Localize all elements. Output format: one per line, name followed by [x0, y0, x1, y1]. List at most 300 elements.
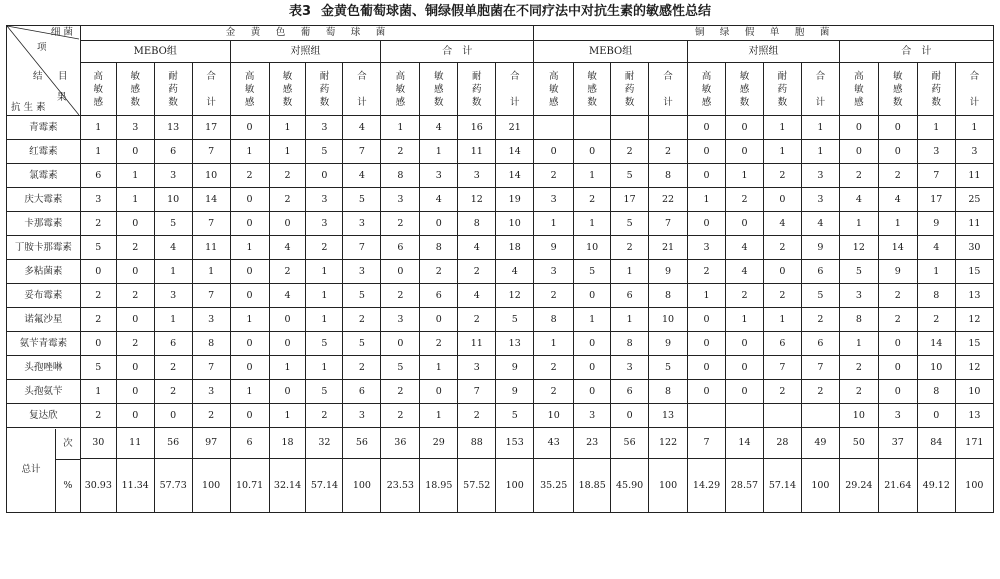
data-cell: 22 — [649, 188, 688, 212]
data-cell: 3 — [420, 164, 458, 188]
data-cell: 0 — [420, 212, 458, 236]
antibiotic-name: 红霉素 — [7, 140, 81, 164]
table-row — [7, 332, 994, 356]
total-count-cell: 56 — [343, 428, 381, 459]
data-cell: 0 — [688, 332, 726, 356]
data-cell: 0 — [688, 140, 726, 164]
group-header: MEBO组 — [534, 41, 688, 63]
data-cell: 3 — [574, 404, 611, 428]
data-cell — [534, 116, 574, 140]
data-cell: 0 — [116, 260, 154, 284]
data-cell: 6 — [154, 140, 192, 164]
data-cell — [574, 116, 611, 140]
data-cell: 13 — [649, 404, 688, 428]
data-cell: 0 — [230, 284, 269, 308]
data-cell: 13 — [154, 116, 192, 140]
data-cell: 8 — [649, 164, 688, 188]
antibiotic-name: 妥布霉素 — [7, 284, 81, 308]
data-cell: 25 — [955, 188, 993, 212]
data-cell: 0 — [306, 164, 343, 188]
data-cell: 1 — [534, 332, 574, 356]
total-percent-cell: 100 — [343, 459, 381, 513]
data-cell: 0 — [917, 404, 955, 428]
header-pseudomonas: 铜 绿 假 单 胞 菌 — [534, 26, 994, 41]
data-cell: 0 — [230, 356, 269, 380]
data-cell: 2 — [343, 356, 381, 380]
column-header — [458, 63, 496, 116]
column-header-char: 数 — [624, 96, 635, 108]
column-header-char: 感 — [395, 96, 406, 108]
column-header-char: 合 — [357, 70, 367, 82]
table-row — [7, 164, 994, 188]
data-cell: 3 — [154, 284, 192, 308]
data-cell: 2 — [154, 356, 192, 380]
column-header-char: 数 — [130, 96, 140, 108]
antibiotic-name: 青霉素 — [7, 116, 81, 140]
data-cell: 0 — [116, 356, 154, 380]
data-cell: 12 — [839, 236, 878, 260]
data-cell: 1 — [955, 116, 993, 140]
column-header-char: 感 — [434, 83, 444, 95]
data-cell: 2 — [80, 308, 116, 332]
data-cell: 2 — [878, 308, 917, 332]
data-cell: 2 — [839, 380, 878, 404]
data-cell: 1 — [688, 284, 726, 308]
data-cell: 2 — [420, 332, 458, 356]
data-cell: 6 — [420, 284, 458, 308]
column-header-char: 数 — [168, 96, 178, 108]
table-row — [7, 188, 994, 212]
data-cell: 0 — [878, 140, 917, 164]
data-cell: 5 — [649, 356, 688, 380]
data-cell: 3 — [306, 188, 343, 212]
data-cell: 1 — [574, 212, 611, 236]
data-cell: 4 — [839, 188, 878, 212]
column-header-char: 耐 — [472, 70, 482, 82]
data-cell: 1 — [306, 308, 343, 332]
data-cell: 0 — [230, 332, 269, 356]
total-count-cell: 28 — [763, 428, 801, 459]
column-header — [420, 63, 458, 116]
data-cell: 0 — [574, 380, 611, 404]
column-header-char: 药 — [931, 83, 942, 95]
data-cell: 0 — [763, 260, 801, 284]
data-cell: 4 — [726, 260, 764, 284]
data-cell: 10 — [917, 356, 955, 380]
data-cell: 0 — [116, 308, 154, 332]
column-header — [955, 63, 993, 116]
header-staphylococcus: 金 黄 色 葡 萄 球 菌 — [80, 26, 533, 41]
total-count-cell: 88 — [458, 428, 496, 459]
data-cell: 1 — [611, 308, 649, 332]
data-cell: 3 — [458, 356, 496, 380]
antibiotic-name: 丁胺卡那霉素 — [7, 236, 81, 260]
column-header-char: 高 — [548, 70, 559, 82]
antibiotic-name: 头孢氨苄 — [7, 380, 81, 404]
data-cell: 3 — [381, 188, 420, 212]
data-cell: 17 — [611, 188, 649, 212]
data-cell: 1 — [726, 308, 764, 332]
data-cell: 10 — [154, 188, 192, 212]
data-cell: 1 — [839, 332, 878, 356]
data-cell: 0 — [381, 260, 420, 284]
data-cell: 21 — [649, 236, 688, 260]
total-count-cell: 171 — [955, 428, 993, 459]
column-header — [381, 63, 420, 116]
data-cell: 15 — [955, 332, 993, 356]
data-cell: 2 — [381, 284, 420, 308]
table-row — [7, 284, 994, 308]
data-cell: 4 — [269, 284, 306, 308]
data-cell — [649, 116, 688, 140]
table-row — [7, 260, 994, 284]
data-cell: 0 — [574, 140, 611, 164]
data-cell: 5 — [343, 188, 381, 212]
data-cell: 2 — [839, 356, 878, 380]
data-cell: 0 — [878, 116, 917, 140]
total-count-cell: 97 — [192, 428, 230, 459]
data-cell: 3 — [343, 260, 381, 284]
data-cell: 10 — [955, 380, 993, 404]
column-header — [688, 63, 726, 116]
data-cell: 3 — [80, 188, 116, 212]
data-cell: 7 — [917, 164, 955, 188]
column-header-char: 敏 — [282, 70, 293, 82]
data-cell: 14 — [917, 332, 955, 356]
column-header-char: 耐 — [777, 70, 788, 82]
data-cell: 13 — [955, 404, 993, 428]
data-cell: 12 — [496, 284, 534, 308]
data-cell: 4 — [343, 164, 381, 188]
data-cell: 1 — [230, 380, 269, 404]
data-cell: 2 — [649, 140, 688, 164]
data-cell: 2 — [192, 404, 230, 428]
total-count-cell: 11 — [116, 428, 154, 459]
data-cell: 5 — [496, 308, 534, 332]
total-count-cell: 18 — [269, 428, 306, 459]
column-header-char: 感 — [854, 96, 864, 108]
data-cell: 6 — [611, 380, 649, 404]
data-cell: 2 — [306, 236, 343, 260]
data-cell: 1 — [420, 356, 458, 380]
data-cell: 7 — [192, 356, 230, 380]
data-cell: 10 — [649, 308, 688, 332]
data-cell: 3 — [839, 284, 878, 308]
data-cell: 7 — [458, 380, 496, 404]
data-cell: 11 — [955, 164, 993, 188]
total-percent-cell: 100 — [955, 459, 993, 513]
column-header-char: 数 — [434, 96, 444, 108]
data-cell: 2 — [726, 284, 764, 308]
data-cell: 14 — [496, 140, 534, 164]
data-cell: 1 — [726, 164, 764, 188]
column-header-char: 敏 — [244, 83, 255, 95]
data-cell: 5 — [306, 332, 343, 356]
data-cell: 0 — [688, 308, 726, 332]
group-header: 对照组 — [230, 41, 381, 63]
data-cell: 0 — [230, 212, 269, 236]
data-cell: 3 — [801, 164, 839, 188]
data-cell: 10 — [192, 164, 230, 188]
total-count-cell: 6 — [230, 428, 269, 459]
data-cell: 0 — [230, 404, 269, 428]
column-header-char: 感 — [282, 83, 293, 95]
data-cell: 1 — [230, 236, 269, 260]
total-count-cell: 122 — [649, 428, 688, 459]
column-header-char: 药 — [472, 83, 482, 95]
data-cell: 16 — [458, 116, 496, 140]
data-cell: 1 — [574, 308, 611, 332]
data-cell: 1 — [116, 188, 154, 212]
antibiotic-name: 氨苄青霉素 — [7, 332, 81, 356]
data-cell: 0 — [116, 404, 154, 428]
data-cell: 1 — [80, 116, 116, 140]
data-cell: 6 — [801, 260, 839, 284]
table-row — [7, 212, 994, 236]
data-cell: 11 — [192, 236, 230, 260]
antibiotic-name: 复达欣 — [7, 404, 81, 428]
data-cell: 7 — [192, 212, 230, 236]
data-cell: 0 — [611, 404, 649, 428]
total-count-cell: 49 — [801, 428, 839, 459]
column-header-char: 耐 — [168, 70, 178, 82]
data-cell: 12 — [458, 188, 496, 212]
table-row — [7, 140, 994, 164]
column-header-char: 数 — [472, 96, 482, 108]
data-cell: 3 — [878, 404, 917, 428]
data-cell: 4 — [458, 284, 496, 308]
data-cell: 9 — [878, 260, 917, 284]
group-header: 合 计 — [839, 41, 993, 63]
data-cell: 9 — [917, 212, 955, 236]
data-cell: 0 — [534, 140, 574, 164]
data-cell: 2 — [534, 284, 574, 308]
column-header — [649, 63, 688, 116]
data-cell: 6 — [80, 164, 116, 188]
data-cell: 3 — [534, 188, 574, 212]
column-header-char: 数 — [739, 96, 750, 108]
data-cell: 4 — [496, 260, 534, 284]
table-row — [7, 404, 994, 428]
column-header-char: 合 — [663, 70, 673, 82]
column-header-char: 敏 — [395, 83, 406, 95]
data-cell: 8 — [420, 236, 458, 260]
data-cell: 1 — [574, 164, 611, 188]
column-header-char: 感 — [130, 83, 140, 95]
data-cell: 8 — [458, 212, 496, 236]
column-header-char — [956, 83, 993, 96]
data-cell: 18 — [496, 236, 534, 260]
column-header-char — [193, 83, 230, 96]
column-header-char: 药 — [624, 83, 635, 95]
data-cell: 8 — [534, 308, 574, 332]
data-cell: 2 — [458, 308, 496, 332]
column-header-char: 高 — [395, 70, 406, 82]
column-header-char: 数 — [282, 96, 293, 108]
data-cell: 9 — [801, 236, 839, 260]
data-cell: 2 — [763, 164, 801, 188]
data-cell: 2 — [534, 356, 574, 380]
data-cell: 5 — [574, 260, 611, 284]
data-cell: 1 — [763, 140, 801, 164]
data-cell: 1 — [688, 188, 726, 212]
data-cell: 8 — [649, 284, 688, 308]
antibiotic-name: 诺氟沙星 — [7, 308, 81, 332]
column-header-char: 高 — [701, 70, 712, 82]
data-cell: 2 — [381, 380, 420, 404]
data-cell: 0 — [574, 284, 611, 308]
column-header-char: 敏 — [893, 70, 903, 82]
data-cell: 0 — [116, 212, 154, 236]
column-header-char: 感 — [587, 83, 597, 95]
data-cell: 9 — [649, 332, 688, 356]
data-cell: 1 — [611, 260, 649, 284]
total-percent-cell: 28.57 — [726, 459, 764, 513]
data-cell: 10 — [839, 404, 878, 428]
data-cell: 2 — [306, 404, 343, 428]
table-row — [7, 380, 994, 404]
data-cell: 1 — [763, 116, 801, 140]
total-percent-cell: 57.52 — [458, 459, 496, 513]
antibiotic-name: 卡那霉素 — [7, 212, 81, 236]
antibiotic-name: 头孢唑啉 — [7, 356, 81, 380]
data-cell: 4 — [420, 188, 458, 212]
data-cell: 8 — [192, 332, 230, 356]
column-header-char: 感 — [93, 96, 104, 108]
total-percent-cell: 11.34 — [116, 459, 154, 513]
column-header-char: 数 — [319, 96, 330, 108]
data-cell: 0 — [80, 332, 116, 356]
data-cell: 5 — [801, 284, 839, 308]
data-cell: 2 — [80, 284, 116, 308]
data-cell: 1 — [381, 116, 420, 140]
group-header: MEBO组 — [80, 41, 230, 63]
data-cell: 3 — [458, 164, 496, 188]
column-header-char — [802, 83, 839, 96]
data-cell: 4 — [878, 188, 917, 212]
column-header — [192, 63, 230, 116]
column-header-char: 药 — [777, 83, 788, 95]
totals-label — [7, 429, 56, 512]
total-percent-cell: 21.64 — [878, 459, 917, 513]
antibiotic-name: 庆大霉素 — [7, 188, 81, 212]
data-cell: 3 — [381, 308, 420, 332]
table-row — [7, 356, 994, 380]
data-cell: 1 — [420, 140, 458, 164]
data-cell: 2 — [230, 164, 269, 188]
data-cell: 1 — [763, 308, 801, 332]
data-cell: 5 — [343, 284, 381, 308]
data-cell: 3 — [688, 236, 726, 260]
data-cell: 4 — [420, 116, 458, 140]
data-cell: 1 — [269, 404, 306, 428]
data-cell: 17 — [917, 188, 955, 212]
column-header-char: 感 — [893, 83, 903, 95]
data-cell: 30 — [955, 236, 993, 260]
data-cell: 2 — [116, 332, 154, 356]
data-cell: 0 — [726, 116, 764, 140]
data-cell: 0 — [688, 380, 726, 404]
data-cell: 2 — [574, 188, 611, 212]
table-caption — [0, 2, 1000, 22]
data-cell: 3 — [192, 308, 230, 332]
data-cell: 0 — [574, 332, 611, 356]
data-cell: 10 — [534, 404, 574, 428]
data-cell: 2 — [801, 380, 839, 404]
column-header — [839, 63, 878, 116]
column-header-char: 耐 — [931, 70, 942, 82]
data-cell: 1 — [917, 116, 955, 140]
data-cell: 12 — [955, 356, 993, 380]
table-row — [7, 236, 994, 260]
data-cell: 1 — [420, 404, 458, 428]
pct-unit — [56, 460, 80, 512]
data-cell: 3 — [116, 116, 154, 140]
total-count-cell: 14 — [726, 428, 764, 459]
table-row — [7, 116, 994, 140]
data-cell: 9 — [496, 356, 534, 380]
data-cell: 2 — [80, 212, 116, 236]
data-cell: 2 — [381, 404, 420, 428]
group-header: 合 计 — [381, 41, 534, 63]
data-cell: 5 — [80, 356, 116, 380]
data-cell: 0 — [116, 140, 154, 164]
column-header — [306, 63, 343, 116]
data-cell: 0 — [688, 164, 726, 188]
column-header-char: 感 — [739, 83, 750, 95]
data-cell: 1 — [192, 260, 230, 284]
data-cell: 2 — [381, 140, 420, 164]
table-corner-header — [7, 26, 81, 116]
column-header — [343, 63, 381, 116]
data-cell: 1 — [154, 260, 192, 284]
data-cell: 2 — [534, 380, 574, 404]
column-header — [763, 63, 801, 116]
data-cell: 3 — [343, 404, 381, 428]
total-percent-cell: 100 — [801, 459, 839, 513]
total-percent-cell: 100 — [649, 459, 688, 513]
column-header-char: 敏 — [434, 70, 444, 82]
data-cell: 2 — [726, 188, 764, 212]
data-cell: 10 — [574, 236, 611, 260]
data-cell: 9 — [649, 260, 688, 284]
total-count-cell: 37 — [878, 428, 917, 459]
data-cell: 6 — [154, 332, 192, 356]
data-cell: 13 — [955, 284, 993, 308]
data-cell: 7 — [343, 236, 381, 260]
column-header — [116, 63, 154, 116]
data-cell: 1 — [80, 140, 116, 164]
total-count-cell: 50 — [839, 428, 878, 459]
data-cell — [688, 404, 726, 428]
data-cell: 2 — [381, 212, 420, 236]
data-cell: 5 — [154, 212, 192, 236]
corner-label-antibiotic: 抗生素 — [11, 102, 49, 113]
total-count-cell: 29 — [420, 428, 458, 459]
data-cell: 0 — [269, 380, 306, 404]
data-cell: 2 — [763, 236, 801, 260]
data-cell: 11 — [955, 212, 993, 236]
column-header-char: 数 — [893, 96, 903, 108]
data-cell: 17 — [192, 116, 230, 140]
column-header — [917, 63, 955, 116]
data-cell: 6 — [381, 236, 420, 260]
column-header — [154, 63, 192, 116]
data-cell: 0 — [726, 140, 764, 164]
data-cell: 0 — [726, 332, 764, 356]
data-cell: 4 — [763, 212, 801, 236]
data-cell: 10 — [496, 212, 534, 236]
